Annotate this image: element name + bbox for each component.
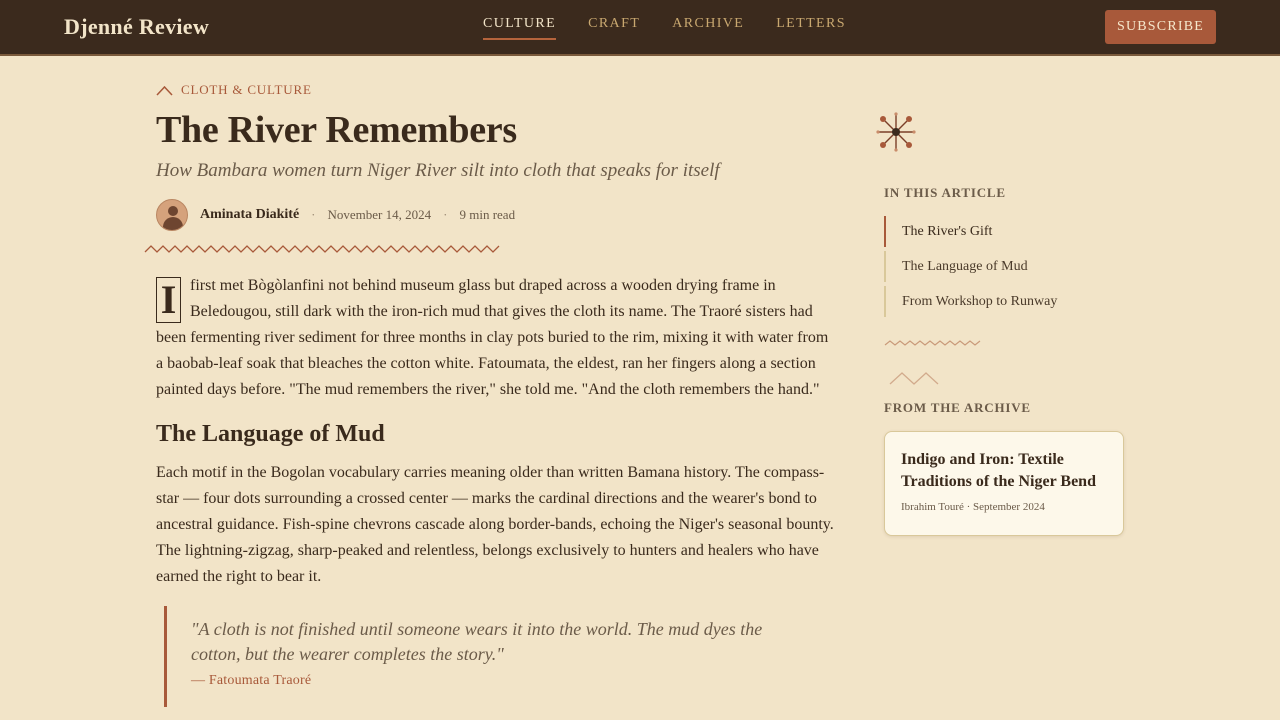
nav-archive[interactable]: ARCHIVE (672, 16, 745, 31)
avatar-body-shape (163, 217, 183, 231)
section-heading: The Language of Mud (156, 421, 385, 447)
archive-card-title[interactable]: Indigo and Iron: Textile Traditions of the Niger Bend (901, 451, 1096, 490)
zigzag-divider (144, 244, 506, 254)
compass-star-icon (875, 111, 917, 153)
subscribe-button[interactable]: SUBSCRIBE (1105, 10, 1216, 44)
archive-card-meta: Ibrahim Touré · September 2024 (901, 501, 1045, 513)
top-navigation-bar (0, 0, 1280, 56)
article-title: The River Remembers (156, 109, 517, 151)
peaks-ornament (889, 371, 941, 387)
archive-card[interactable] (884, 431, 1124, 536)
pull-quote (164, 606, 814, 707)
wave-divider (884, 338, 986, 348)
quote-attribution: — Fatoumata Traoré (191, 673, 312, 688)
drop-cap: I (156, 277, 181, 323)
kicker-label: CLOTH & CULTURE (181, 82, 312, 97)
main-nav (483, 16, 846, 40)
nav-letters[interactable]: LETTERS (776, 16, 846, 31)
read-time: 9 min read (459, 207, 516, 222)
nav-culture[interactable]: CULTURE (483, 16, 556, 40)
article-paragraph-intro (156, 273, 836, 403)
quote-text: "A cloth is not finished until someone wears it into the world. The mud dyes the cotton, but the wearer completes the story." (191, 619, 763, 664)
chevron-up-icon (156, 85, 173, 96)
toc-item-workshop-to-runway[interactable]: From Workshop to Runway (884, 286, 1057, 317)
toc-item-language-of-mud[interactable]: The Language of Mud (884, 251, 1057, 282)
site-logo[interactable]: Djenné Review (64, 14, 210, 39)
author-name[interactable]: Aminata Diakité (200, 207, 300, 222)
article-kicker[interactable] (156, 82, 312, 98)
byline-separator: · (443, 207, 448, 222)
author-avatar[interactable] (156, 199, 188, 231)
article-paragraph: Each motif in the Bogolan vocabulary carries meaning older than written Bamana history. The compass-star — four dots surrounding a crossed center — marks the cardinal directions and the wearer's bond to ancestral guidance. Fish-spine chevrons cascade along border-bands, echoing the Niger's seasonal bounty. The lightning-zigzag, sharp-peaked and relentless, belongs exclusively to hunters and healers who have earned the right to bear it. (156, 464, 834, 585)
nav-craft[interactable]: CRAFT (588, 16, 641, 31)
toc-heading: IN THIS ARTICLE (884, 185, 1006, 200)
toc-item-rivers-gift[interactable]: The River's Gift (884, 216, 1057, 247)
avatar-head-shape (168, 206, 178, 216)
byline-separator: · (311, 207, 316, 222)
archive-heading: FROM THE ARCHIVE (884, 400, 1031, 415)
table-of-contents (884, 216, 1057, 321)
article-dek: How Bambara women turn Niger River silt into cloth that speaks for itself (156, 160, 720, 181)
publish-date: November 14, 2024 (327, 207, 432, 222)
intro-text: first met Bògòlanfini not behind museum glass but draped across a wooden drying frame in Beledougou, still dark with the iron-rich mud that gives the cloth its name. The Traoré sisters had been fermenting river sediment for three months in clay pots buried to the rim, mixing it with water from a baobab-leaf soak that bleaches the cotton white. Fatoumata, the eldest, ran her fingers along a section painted days before. "The mud remembers the river," she told me. "And the cloth remembers the hand." (156, 277, 829, 398)
byline (156, 199, 515, 231)
